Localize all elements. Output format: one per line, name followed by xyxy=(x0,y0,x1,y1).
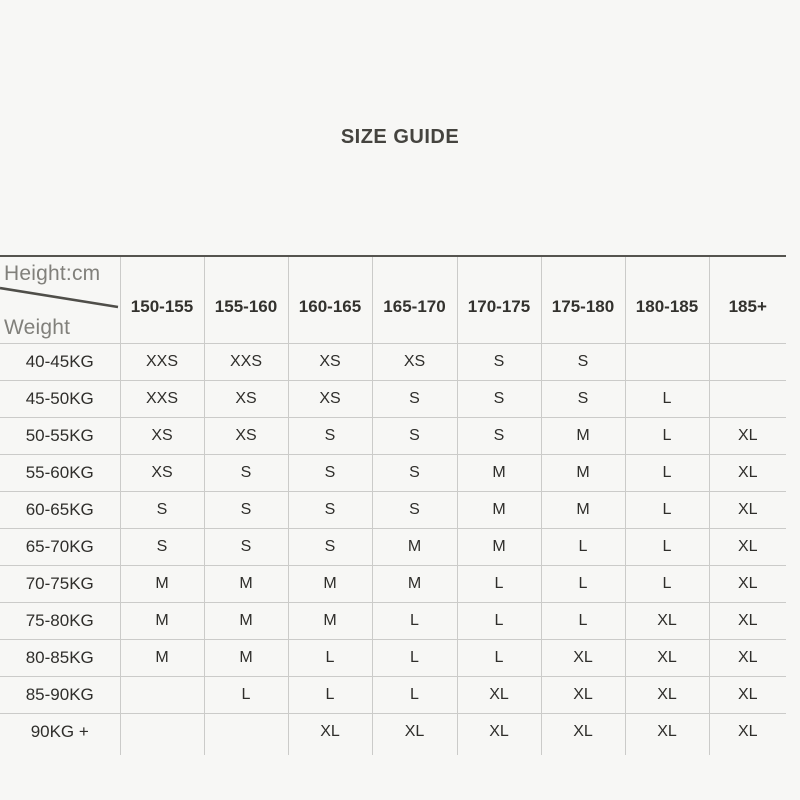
row-weight-label: 65-70KG xyxy=(0,529,120,566)
size-cell: L xyxy=(457,566,541,603)
size-cell: S xyxy=(372,418,457,455)
column-header: 180-185 xyxy=(625,256,709,344)
size-cell: XL xyxy=(457,677,541,714)
size-cell: L xyxy=(625,381,709,418)
size-cell: L xyxy=(372,603,457,640)
size-cell: XS xyxy=(120,418,204,455)
size-cell: M xyxy=(457,492,541,529)
size-cell: M xyxy=(120,566,204,603)
size-cell: XL xyxy=(372,714,457,751)
size-cell: XL xyxy=(288,714,372,751)
size-cell xyxy=(625,344,709,381)
size-cell: XL xyxy=(541,677,625,714)
size-cell: XL xyxy=(709,603,786,640)
size-cell: L xyxy=(541,603,625,640)
size-cell: M xyxy=(120,640,204,677)
row-weight-label: 50-55KG xyxy=(0,418,120,455)
size-cell: L xyxy=(204,677,288,714)
size-cell: S xyxy=(288,529,372,566)
row-weight-label: 70-75KG xyxy=(0,566,120,603)
size-cell: XL xyxy=(625,603,709,640)
size-cell xyxy=(204,714,288,751)
size-cell: M xyxy=(288,603,372,640)
table-row xyxy=(0,603,786,640)
size-cell: S xyxy=(288,418,372,455)
size-cell: M xyxy=(541,492,625,529)
size-cell xyxy=(709,344,786,381)
size-cell: XS xyxy=(204,381,288,418)
size-cell: L xyxy=(541,529,625,566)
size-cell: S xyxy=(120,492,204,529)
size-cell: M xyxy=(457,455,541,492)
column-header: 185+ xyxy=(709,256,786,344)
size-cell: XXS xyxy=(204,344,288,381)
size-cell: XS xyxy=(120,455,204,492)
size-cell: S xyxy=(120,529,204,566)
size-cell: XL xyxy=(625,640,709,677)
header-row xyxy=(0,256,786,344)
size-cell: M xyxy=(204,603,288,640)
size-cell: L xyxy=(541,566,625,603)
size-cell: L xyxy=(372,677,457,714)
row-weight-label: 55-60KG xyxy=(0,455,120,492)
corner-cell xyxy=(0,256,120,344)
size-cell: L xyxy=(625,455,709,492)
page-title: SIZE GUIDE xyxy=(340,126,460,148)
size-cell: S xyxy=(541,344,625,381)
size-cell xyxy=(709,381,786,418)
size-cell: XL xyxy=(541,640,625,677)
table-row xyxy=(0,529,786,566)
table-row xyxy=(0,418,786,455)
size-cell: XL xyxy=(709,677,786,714)
size-cell: L xyxy=(372,640,457,677)
corner-height-label: Height:cm xyxy=(4,262,101,285)
size-cell: L xyxy=(457,640,541,677)
table-row xyxy=(0,492,786,529)
size-guide-table xyxy=(0,255,786,755)
size-cell: L xyxy=(625,492,709,529)
size-cell: S xyxy=(372,455,457,492)
size-cell: M xyxy=(541,418,625,455)
size-cell: XXS xyxy=(120,344,204,381)
grid-line-overhang-row xyxy=(0,750,786,755)
size-cell: M xyxy=(457,529,541,566)
size-cell: S xyxy=(541,381,625,418)
size-cell: S xyxy=(372,381,457,418)
row-weight-label: 75-80KG xyxy=(0,603,120,640)
size-cell: S xyxy=(204,455,288,492)
size-cell: L xyxy=(288,677,372,714)
size-cell: S xyxy=(372,492,457,529)
size-cell: XL xyxy=(625,677,709,714)
size-cell xyxy=(120,714,204,751)
row-weight-label: 80-85KG xyxy=(0,640,120,677)
row-weight-label: 40-45KG xyxy=(0,344,120,381)
size-cell: M xyxy=(288,566,372,603)
table-row xyxy=(0,640,786,677)
size-cell: S xyxy=(288,455,372,492)
size-cell: M xyxy=(120,603,204,640)
size-cell: S xyxy=(457,381,541,418)
size-cell: M xyxy=(541,455,625,492)
column-header: 155-160 xyxy=(204,256,288,344)
size-cell: M xyxy=(204,640,288,677)
size-cell: XS xyxy=(288,344,372,381)
row-weight-label: 60-65KG xyxy=(0,492,120,529)
table-row xyxy=(0,455,786,492)
size-cell: XXS xyxy=(120,381,204,418)
row-weight-label: 85-90KG xyxy=(0,677,120,714)
size-cell: XL xyxy=(709,566,786,603)
size-cell: XS xyxy=(372,344,457,381)
size-cell: S xyxy=(457,418,541,455)
size-cell: XL xyxy=(625,714,709,751)
size-cell: XL xyxy=(541,714,625,751)
column-header: 175-180 xyxy=(541,256,625,344)
size-cell: XL xyxy=(709,640,786,677)
column-header: 160-165 xyxy=(288,256,372,344)
row-weight-label: 45-50KG xyxy=(0,381,120,418)
size-cell: S xyxy=(457,344,541,381)
table-row xyxy=(0,566,786,603)
size-cell: S xyxy=(288,492,372,529)
size-cell: M xyxy=(372,529,457,566)
size-table xyxy=(0,255,786,755)
row-weight-label: 90KG + xyxy=(30,722,89,741)
size-cell: XL xyxy=(709,492,786,529)
size-cell: M xyxy=(204,566,288,603)
column-header: 165-170 xyxy=(372,256,457,344)
corner-weight-label: Weight xyxy=(4,316,71,339)
size-cell: XL xyxy=(709,418,786,455)
size-cell: XL xyxy=(457,714,541,751)
table-row xyxy=(0,677,786,714)
size-cell: L xyxy=(625,529,709,566)
table-row xyxy=(0,381,786,418)
column-header: 170-175 xyxy=(457,256,541,344)
size-cell: L xyxy=(457,603,541,640)
size-cell: XL xyxy=(709,714,786,751)
column-header: 150-155 xyxy=(120,256,204,344)
size-cell: S xyxy=(204,529,288,566)
size-cell: L xyxy=(625,418,709,455)
size-cell: L xyxy=(625,566,709,603)
size-cell xyxy=(120,677,204,714)
size-cell: XS xyxy=(204,418,288,455)
size-cell: XL xyxy=(709,455,786,492)
table-row xyxy=(0,344,786,381)
size-cell: L xyxy=(288,640,372,677)
size-cell: XL xyxy=(709,529,786,566)
size-cell: M xyxy=(372,566,457,603)
table-row xyxy=(0,714,786,751)
size-cell: S xyxy=(204,492,288,529)
size-cell: XS xyxy=(288,381,372,418)
